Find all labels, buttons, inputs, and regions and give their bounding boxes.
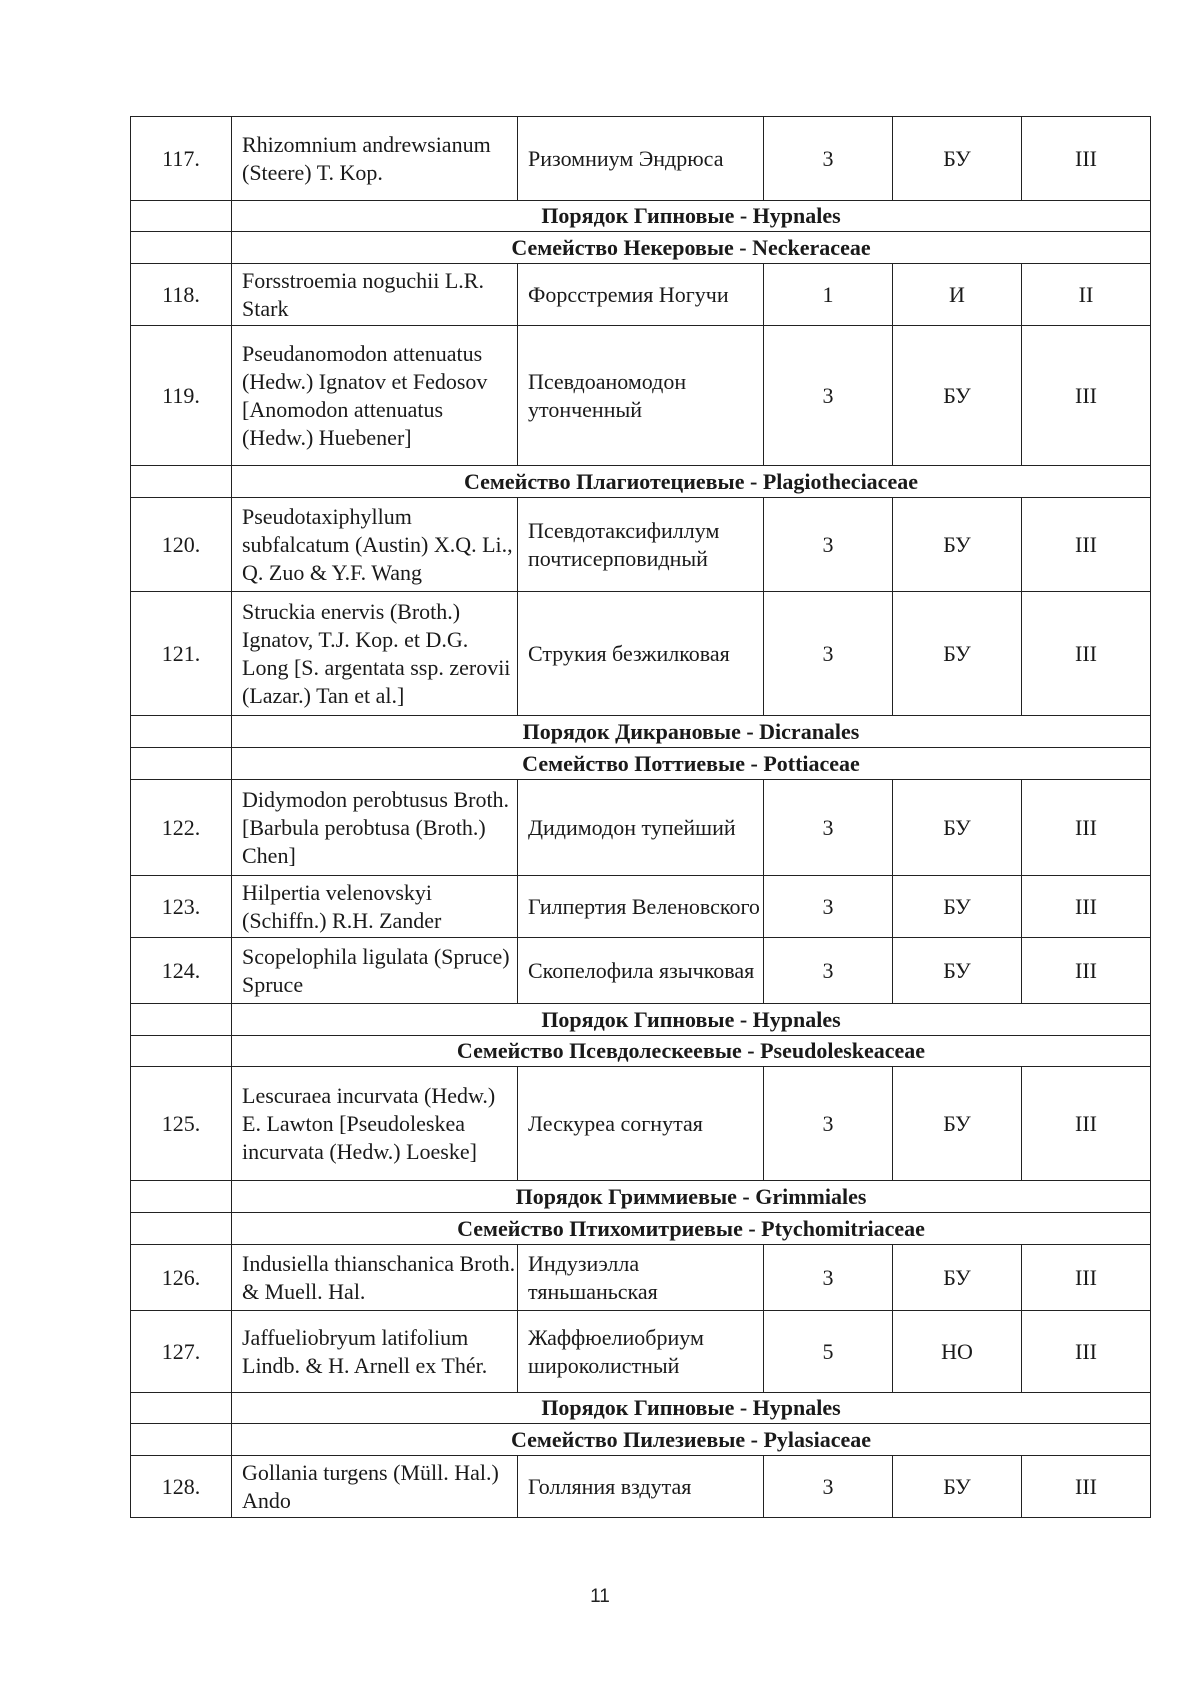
group-value: III — [1022, 876, 1151, 938]
section-title: Порядок Гипновые - Hypnales — [232, 1393, 1151, 1424]
row-number: 128. — [131, 1456, 232, 1518]
category-value: 5 — [764, 1311, 893, 1393]
empty-number-cell — [131, 1036, 232, 1067]
table-row — [131, 1311, 1151, 1393]
empty-number-cell — [131, 232, 232, 264]
row-number: 125. — [131, 1067, 232, 1181]
row-number: 124. — [131, 938, 232, 1004]
section-header-row — [131, 201, 1151, 232]
empty-number-cell — [131, 1181, 232, 1213]
status-value: БУ — [893, 876, 1022, 938]
section-header-row — [131, 232, 1151, 264]
status-value: БУ — [893, 117, 1022, 201]
table-row — [131, 326, 1151, 466]
status-value: БУ — [893, 1067, 1022, 1181]
latin-name: Hilpertia velenovskyi (Schiffn.) R.H. Zander — [232, 876, 518, 938]
category-value: 3 — [764, 1456, 893, 1518]
russian-name: Дидимодон тупейший — [518, 780, 764, 876]
status-value: БУ — [893, 326, 1022, 466]
group-value: II — [1022, 264, 1151, 326]
latin-name: Struckia enervis (Broth.) Ignatov, T.J. Kop. et D.G. Long [S. argentata ssp. zerovii (Lazar.) Tan et al.] — [232, 592, 518, 716]
russian-name: Скопелофила язычковая — [518, 938, 764, 1004]
latin-name: Indusiella thianschanica Broth. & Muell. Hal. — [232, 1245, 518, 1311]
russian-name: Гилпертия Веленовского — [518, 876, 764, 938]
table-row — [131, 1456, 1151, 1518]
section-header-row — [131, 1036, 1151, 1067]
latin-name: Gollania turgens (Müll. Hal.) Ando — [232, 1456, 518, 1518]
empty-number-cell — [131, 466, 232, 498]
row-number: 127. — [131, 1311, 232, 1393]
section-header-row — [131, 1393, 1151, 1424]
table-row — [131, 780, 1151, 876]
row-number: 119. — [131, 326, 232, 466]
group-value: III — [1022, 592, 1151, 716]
category-value: 3 — [764, 592, 893, 716]
russian-name: Струкия безжилковая — [518, 592, 764, 716]
table-row — [131, 938, 1151, 1004]
latin-name: Pseudanomodon attenuatus (Hedw.) Ignatov et Fedosov [Anomodon attenuatus (Hedw.) Huebener] — [232, 326, 518, 466]
status-value: БУ — [893, 780, 1022, 876]
table-row — [131, 264, 1151, 326]
table-row — [131, 1245, 1151, 1311]
section-header-row — [131, 466, 1151, 498]
status-value: БУ — [893, 938, 1022, 1004]
latin-name: Rhizomnium andrewsianum (Steere) T. Kop. — [232, 117, 518, 201]
section-header-row — [131, 1181, 1151, 1213]
latin-name: Lescuraea incurvata (Hedw.) E. Lawton [Pseudoleskea incurvata (Hedw.) Loeske] — [232, 1067, 518, 1181]
table-row — [131, 117, 1151, 201]
section-header-row — [131, 1424, 1151, 1456]
section-title: Порядок Гриммиевые - Grimmiales — [232, 1181, 1151, 1213]
page-number: 11 — [590, 1586, 610, 1607]
table-row — [131, 1067, 1151, 1181]
status-value: НО — [893, 1311, 1022, 1393]
status-value: БУ — [893, 592, 1022, 716]
row-number: 118. — [131, 264, 232, 326]
table-row — [131, 592, 1151, 716]
russian-name: Псевдотаксифиллум почтисерповидный — [518, 498, 764, 592]
category-value: 3 — [764, 1067, 893, 1181]
table-row — [131, 498, 1151, 592]
empty-number-cell — [131, 201, 232, 232]
table-row — [131, 876, 1151, 938]
status-value: БУ — [893, 1245, 1022, 1311]
latin-name: Jaffueliobryum latifolium Lindb. & H. Arnell ex Thér. — [232, 1311, 518, 1393]
russian-name: Псевдоаномодон утонченный — [518, 326, 764, 466]
russian-name: Индузиэлла тяньшаньская — [518, 1245, 764, 1311]
status-value: БУ — [893, 1456, 1022, 1518]
latin-name: Pseudotaxiphyllum subfalcatum (Austin) X.Q. Li., Q. Zuo & Y.F. Wang — [232, 498, 518, 592]
group-value: III — [1022, 326, 1151, 466]
russian-name: Форсстремия Ногучи — [518, 264, 764, 326]
section-title: Порядок Дикрановые - Dicranales — [232, 716, 1151, 748]
category-value: 1 — [764, 264, 893, 326]
species-table — [130, 116, 1151, 1518]
category-value: 3 — [764, 876, 893, 938]
section-header-row — [131, 1004, 1151, 1036]
latin-name: Didymodon perobtusus Broth. [Barbula perobtusa (Broth.) Chen] — [232, 780, 518, 876]
row-number: 121. — [131, 592, 232, 716]
group-value: III — [1022, 780, 1151, 876]
group-value: III — [1022, 1311, 1151, 1393]
row-number: 120. — [131, 498, 232, 592]
empty-number-cell — [131, 1213, 232, 1245]
row-number: 117. — [131, 117, 232, 201]
empty-number-cell — [131, 1424, 232, 1456]
russian-name: Лескуреа согнутая — [518, 1067, 764, 1181]
group-value: III — [1022, 1067, 1151, 1181]
empty-number-cell — [131, 748, 232, 780]
category-value: 3 — [764, 938, 893, 1004]
row-number: 122. — [131, 780, 232, 876]
russian-name: Голляния вздутая — [518, 1456, 764, 1518]
section-title: Семейство Поттиевые - Pottiaceae — [232, 748, 1151, 780]
row-number: 123. — [131, 876, 232, 938]
group-value: III — [1022, 1245, 1151, 1311]
section-header-row — [131, 716, 1151, 748]
category-value: 3 — [764, 326, 893, 466]
category-value: 3 — [764, 498, 893, 592]
russian-name: Ризомниум Эндрюса — [518, 117, 764, 201]
empty-number-cell — [131, 716, 232, 748]
empty-number-cell — [131, 1393, 232, 1424]
section-title: Семейство Плагиотециевые - Plagiotheciaceae — [232, 466, 1151, 498]
latin-name: Scopelophila ligulata (Spruce) Spruce — [232, 938, 518, 1004]
group-value: III — [1022, 938, 1151, 1004]
status-value: БУ — [893, 498, 1022, 592]
group-value: III — [1022, 1456, 1151, 1518]
row-number: 126. — [131, 1245, 232, 1311]
section-title: Семейство Птихомитриевые - Ptychomitriaceae — [232, 1213, 1151, 1245]
group-value: III — [1022, 498, 1151, 592]
section-title: Семейство Некеровые - Neckeraceae — [232, 232, 1151, 264]
section-header-row — [131, 748, 1151, 780]
section-title: Порядок Гипновые - Hypnales — [232, 1004, 1151, 1036]
section-title: Семейство Пилезиевые - Pylasiaceae — [232, 1424, 1151, 1456]
section-header-row — [131, 1213, 1151, 1245]
latin-name: Forsstroemia noguchii L.R. Stark — [232, 264, 518, 326]
status-value: И — [893, 264, 1022, 326]
group-value: III — [1022, 117, 1151, 201]
category-value: 3 — [764, 780, 893, 876]
category-value: 3 — [764, 1245, 893, 1311]
russian-name: Жаффюелиобриум широколистный — [518, 1311, 764, 1393]
species-table-body — [131, 117, 1151, 1518]
section-title: Семейство Псевдолескеевые - Pseudoleskeaceae — [232, 1036, 1151, 1067]
category-value: 3 — [764, 117, 893, 201]
empty-number-cell — [131, 1004, 232, 1036]
section-title: Порядок Гипновые - Hypnales — [232, 201, 1151, 232]
